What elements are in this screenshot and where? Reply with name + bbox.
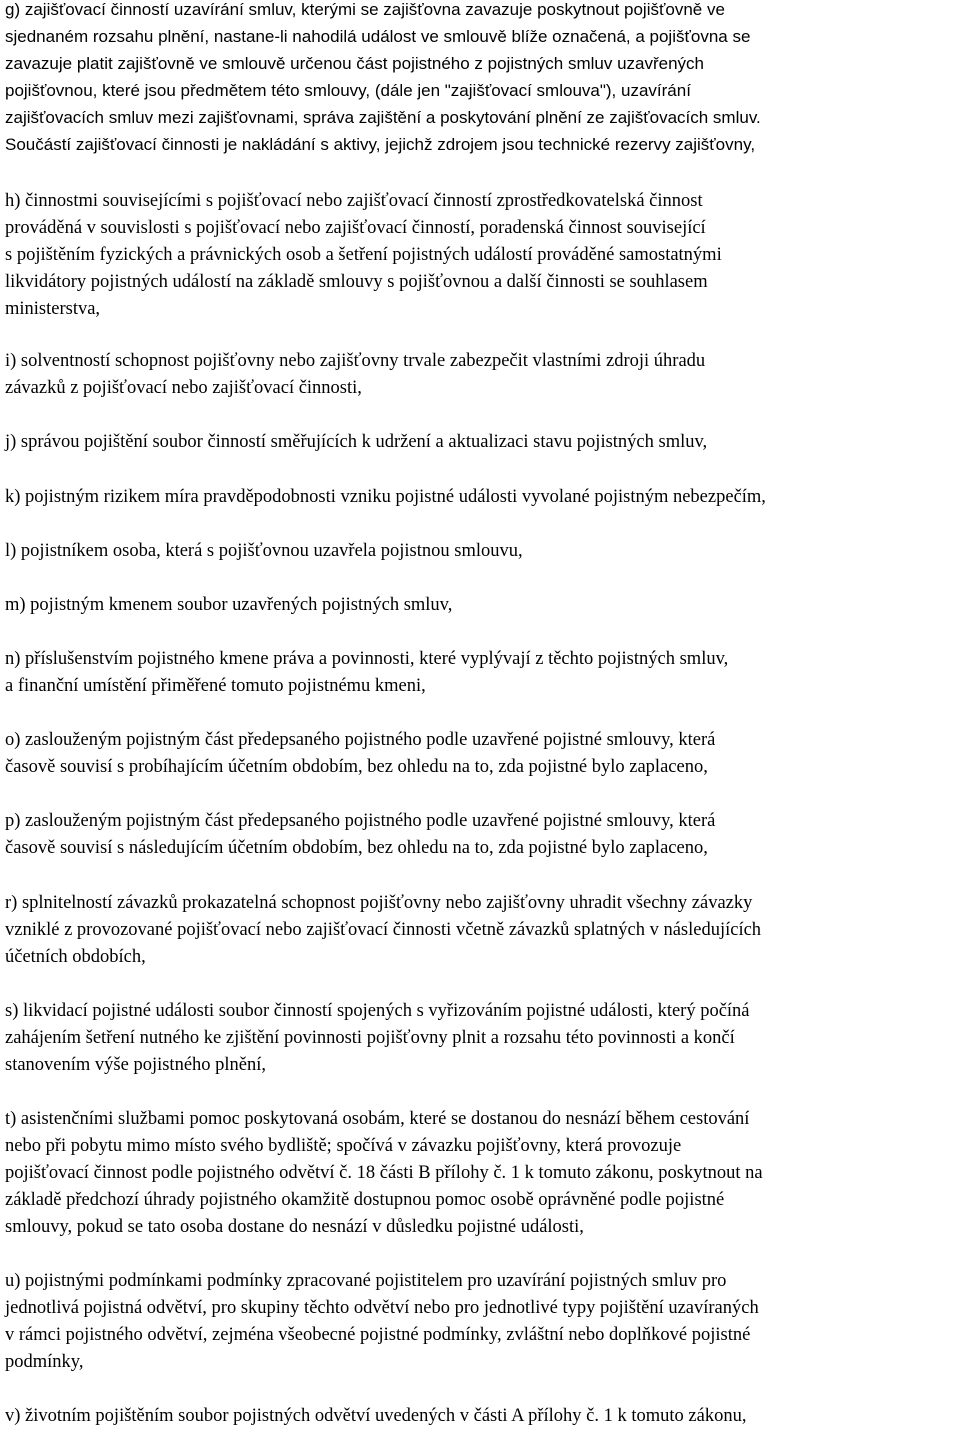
text-line: k) pojistným rizikem míra pravděpodobnosti vzniku pojistné události vyvolané pojistným nebezpečím, bbox=[5, 487, 766, 507]
paragraph-i bbox=[5, 348, 705, 402]
text-line: g) zajišťovací činností uzavírání smluv, kterými se zajišťovna zavazuje poskytnout pojišťovně ve bbox=[5, 0, 725, 19]
text-line: likvidátory pojistných událostí na základě smlouvy s pojišťovnou a další činnosti se souhlasem bbox=[5, 271, 708, 292]
text-line: zajišťovacích smluv mezi zajišťovnami, správa zajištění a poskytování plnění ze zajišťovacích smluv. bbox=[5, 107, 761, 127]
paragraph-s bbox=[5, 998, 750, 1079]
text-line: jednotlivá pojistná odvětví, pro skupiny těchto odvětví nebo pro jednotlivé typy pojištění uzavíraných bbox=[5, 1297, 759, 1318]
paragraph-r bbox=[5, 890, 761, 971]
text-line: a finanční umístění přiměřené tomuto pojistnému kmeni, bbox=[5, 675, 426, 696]
text-line: časově souvisí s probíhajícím účetním obdobím, bez ohledu na to, zda pojistné bylo zaplaceno, bbox=[5, 756, 708, 777]
text-line: stanovením výše pojistného plnění, bbox=[5, 1054, 267, 1075]
text-line: i) solventností schopnost pojišťovny nebo zajišťovny trvale zabezpečit vlastními zdroji úhradu bbox=[5, 351, 706, 371]
paragraph-l bbox=[5, 538, 523, 565]
paragraph-k bbox=[5, 484, 766, 511]
text-line: nebo při pobytu mimo místo svého bydliště; spočívá v závazku pojišťovny, která provozuje bbox=[5, 1135, 682, 1156]
paragraph-v bbox=[5, 1403, 746, 1430]
text-line: p) zaslouženým pojistným část předepsaného pojistného podle uzavřené pojistné smlouvy, která bbox=[5, 811, 716, 831]
text-line: r) splnitelností závazků prokazatelná schopnost pojišťovny nebo zajišťovny uhradit všechny závazky bbox=[5, 893, 753, 913]
text-line: prováděná v souvislosti s pojišťovací nebo zajišťovací činností, poradenská činnost související bbox=[5, 217, 706, 238]
text-line: smlouvy, pokud se tato osoba dostane do nesnází v důsledku pojistné události, bbox=[5, 1216, 584, 1237]
text-line: j) správou pojištění soubor činností směřujících k udržení a aktualizaci stavu pojistných smluv, bbox=[5, 432, 708, 452]
paragraph-h bbox=[5, 188, 722, 323]
paragraph-t bbox=[5, 1106, 763, 1241]
text-line: zavazuje platit zajišťovně ve smlouvě určenou část pojistného z pojistných smluv uzavřených bbox=[5, 53, 705, 73]
text-line: h) činnostmi souvisejícími s pojišťovací nebo zajišťovací činností zprostředkovatelská činnost bbox=[5, 191, 703, 211]
paragraph-u bbox=[5, 1268, 759, 1376]
text-line: o) zaslouženým pojistným část předepsaného pojistného podle uzavřené pojistné smlouvy, která bbox=[5, 730, 716, 750]
text-line: l) pojistníkem osoba, která s pojišťovnou uzavřela pojistnou smlouvu, bbox=[5, 541, 523, 561]
text-line: v rámci pojistného odvětví, zejména všeobecné pojistné podmínky, zvláštní nebo doplňkové pojistné bbox=[5, 1324, 751, 1345]
text-line: zahájením šetření nutného ke zjištění povinnosti pojišťovny plnit a rozsahu této povinnosti a končí bbox=[5, 1027, 735, 1048]
text-line: n) příslušenstvím pojistného kmene práva a povinnosti, které vyplývají z těchto pojistných smluv, bbox=[5, 649, 729, 669]
text-line: t) asistenčními službami pomoc poskytovaná osobám, které se dostanou do nesnází během cestování bbox=[5, 1109, 750, 1129]
text-line: ministerstva, bbox=[5, 298, 101, 319]
text-line: u) pojistnými podmínkami podmínky zpracované pojistitelem pro uzavírání pojistných smluv pro bbox=[5, 1271, 727, 1291]
paragraph-g bbox=[5, 0, 761, 158]
paragraph-j bbox=[5, 429, 707, 456]
text-line: závazků z pojišťovací nebo zajišťovací činnosti, bbox=[5, 377, 362, 398]
paragraph-o bbox=[5, 727, 715, 781]
text-line: v) životním pojištěním soubor pojistných odvětví uvedených v části A přílohy č. 1 k tomuto zákonu, bbox=[5, 1406, 747, 1426]
text-line: pojišťovnou, které jsou předmětem této smlouvy, (dále jen "zajišťovací smlouva"), uzavírání bbox=[5, 80, 691, 100]
paragraph-n bbox=[5, 646, 728, 700]
text-line: sjednaném rozsahu plnění, nastane-li nahodilá událost ve smlouvě blíže označená, a pojišťovna se bbox=[5, 26, 751, 46]
paragraph-m bbox=[5, 592, 452, 619]
text-line: časově souvisí s následujícím účetním obdobím, bez ohledu na to, zda pojistné bylo zaplaceno, bbox=[5, 837, 708, 858]
text-line: s) likvidací pojistné události soubor činností spojených s vyřizováním pojistné události, který počíná bbox=[5, 1001, 750, 1021]
text-line: s pojištěním fyzických a právnických osob a šetření pojistných událostí prováděné samostatnými bbox=[5, 244, 722, 265]
paragraph-p bbox=[5, 808, 715, 862]
text-line: základě předchozí úhrady pojistného okamžitě dostupnou pomoc osobě oprávněné podle pojistné bbox=[5, 1189, 725, 1210]
text-line: podmínky, bbox=[5, 1351, 84, 1372]
text-line: m) pojistným kmenem soubor uzavřených pojistných smluv, bbox=[5, 595, 453, 615]
text-line: vzniklé z provozované pojišťovací nebo zajišťovací činnosti včetně závazků splatných v následujících bbox=[5, 919, 762, 940]
text-line: Součástí zajišťovací činnosti je nakládání s aktivy, jejichž zdrojem jsou technické rezervy zajišťovny, bbox=[5, 134, 756, 154]
text-line: účetních obdobích, bbox=[5, 946, 146, 967]
text-line: pojišťovací činnost podle pojistného odvětví č. 18 části B přílohy č. 1 k tomuto zákonu, poskytnout na bbox=[5, 1162, 763, 1183]
